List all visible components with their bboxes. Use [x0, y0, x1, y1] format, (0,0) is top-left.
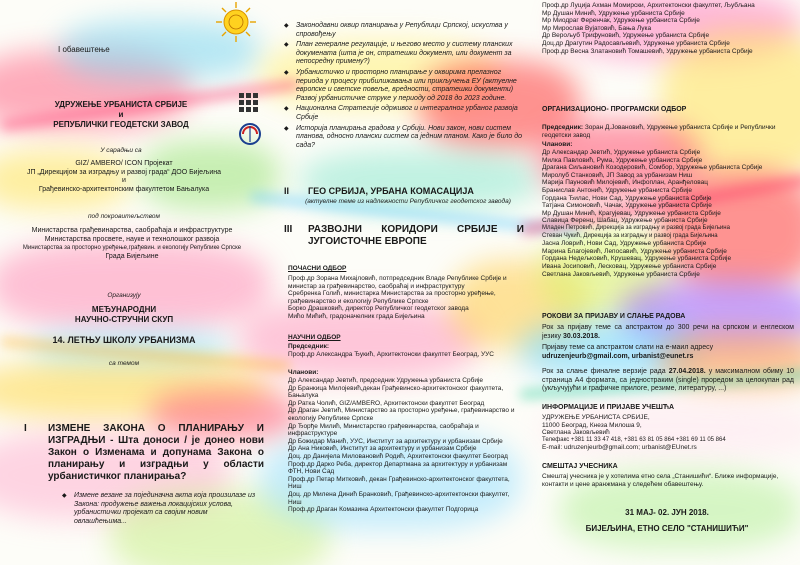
cooperation-label: У сарадњи са — [100, 147, 142, 154]
abstract-deadline-date: 30.03.2018. — [563, 332, 600, 340]
section-1-title: ИЗМЕНЕ ЗАКОНА О ПЛАНИРАЊУ И ИЗГРАДЊИ - Шта доноси / је донео нови Закон о Изменама и допунама Закона о планирању и изградњи у области урбанистичког планирања? — [48, 423, 264, 482]
scientific-board-title: НАУЧНИ ОДБОР — [288, 334, 341, 341]
board-member: Јасна Ловрић, Нови Сад, Удружење урбаниста Србије — [542, 240, 707, 248]
board-member: Стеван Чукић, Дирекција за изградњу и развој града Бијељина — [542, 232, 718, 239]
board-member: Др Божидар Манић, УУС, Институт за архитектуру и урбанизам Србије — [288, 437, 503, 445]
board-member: Татјана Симоновић, Чачак, Удружење урбаниста Србије — [542, 202, 712, 210]
section-1-bullet: ◆ План генералне регулације, и његово место у систему планских докумената (шта је он, стратешки документ, или документ за непосредну примену?) — [284, 41, 528, 67]
section-2 — [284, 186, 524, 197]
board-member: Милка Павловић, Рума, Удружење урбаниста Србије — [542, 156, 703, 164]
patron-line: Министарства грађевинарства, саобраћаја и инфраструктуре — [31, 227, 233, 234]
scientific-president-label: Председник: — [288, 343, 329, 350]
abstract-deadline-text: Рок за пријаву теме са апстрактом до 300 речи на српском и енглеском језику — [542, 324, 794, 340]
contact-emails[interactable]: udruzenjeurb@gmail.com, urbanist@eunet.rs — [542, 353, 694, 360]
scientific-board-members — [288, 377, 524, 514]
event-title: 14. ЛЕТЊУ ШКОЛУ УРБАНИЗМА — [52, 335, 196, 345]
board-member: Мићо Мићић, градоначелник града Бијељина — [288, 312, 425, 320]
urbanists-association-logo — [238, 92, 264, 114]
board-member: Ивана Јосиповић, Лесковац, Удружење урбаниста Србије — [542, 262, 717, 270]
organizing-board-members — [542, 149, 792, 278]
section-2-number: II — [284, 186, 290, 196]
accommodation-text: Смештај учесника је у хотелима етно села „Станишићи“. Ближе информације, контакти и цене аранжмана у следећем обавештењу. — [542, 473, 779, 488]
contact-line: 11000 Београд, Кнеза Милоша 9, — [542, 421, 642, 429]
scientific-president: Проф.др Александра Ђукић, Архитектонски факултет Београд, УУС — [288, 351, 494, 358]
board-member: Сребренка Голић, министарка Министарства за просторно уређење, грађевинарство и екологију Републике Српске — [288, 290, 496, 305]
board-member: Доц. др Милена Динић Бранковић, Грађевинско-архитектонски факултет, Ниш — [288, 490, 510, 506]
scientific-board-members-continued — [542, 2, 792, 55]
section-2-note: (актуелне теме из надлежности Републичког геодетског завода) — [305, 198, 511, 205]
board-member: Борко Драшковић, директор Републичког геодетског завода — [288, 305, 469, 313]
board-member: Доц. др Данијела Миловановић Родић, Архитектонски факултет Београд — [288, 452, 508, 460]
event-location: БИЈЕЉИНА, ЕТНО СЕЛО "СТАНИШИЋИ" — [585, 524, 749, 533]
section-1-bullets — [62, 492, 258, 528]
column-left — [6, 0, 264, 565]
organizing-president-label: Председник: — [542, 124, 583, 131]
summer-school-sun-logo — [206, 0, 264, 44]
organizer-urbanists-association: УДРУЖЕЊЕ УРБАНИСТА СРБИЈЕ — [54, 100, 188, 109]
board-member: Др Ђорђе Милић, Министарство грађевинарства, саобраћаја и инфраструктуре — [288, 422, 479, 438]
board-member: Мр Душан Минић, Крагујевац, Удружење урбаниста Србије — [542, 209, 721, 217]
patronage-label: под покровитељством — [87, 213, 161, 220]
section-3-title: РАЗВОЈНИ КОРИДОРИ СРБИЈЕ И ЈУГОИСТОЧНЕ ЕВРОПЕ — [308, 224, 524, 247]
partner-line: GIZ/ AMBERO/ ICON Пројекат — [75, 160, 173, 167]
partner-line: Грађевинско-архитектонским факултетом Бањалука — [38, 185, 210, 193]
board-member: Славица Ференц, Шабац, Удружење урбаниста Србије — [542, 217, 708, 225]
board-member: Гордана Ђилас, Нови Сад, Удружење урбаниста Србије — [542, 194, 712, 202]
board-member: Др Драган Јевтић, Министарство за просторно уређење, грађевинарство и екологију Републике Српске — [288, 407, 515, 422]
section-1-bullet: ◆ Урбанистичко и просторно планирање у оквирима прелазног периода у процесу прибилижавања или прикључења ЕУ (актуелне европске и светске повеље, вредности, стратешки документи) Развој урбанистичке струке у периоду од 2018 до 2023 године. — [284, 69, 528, 103]
section-3-number: III — [284, 224, 293, 235]
board-member: Марија Пауновић Милојевић, Инфоплан, Аранђеловац — [542, 179, 709, 187]
section-2-title: ГЕО СРБИЈА, УРБАНА КОМАСАЦИЈА — [308, 186, 474, 196]
final-deadline-text: Рок за слање финалне верзије рада — [542, 368, 669, 375]
notice-number: I обавештење — [58, 45, 110, 54]
board-member: Др Александар Јевтић, Удружење урбаниста Србије — [542, 149, 701, 156]
organizing-president-name: Зоран Д.Јовановић, Удружење урбаниста Србије и Републички геодетски завод — [542, 124, 776, 139]
final-paper-deadline — [542, 368, 794, 394]
board-member: Проф.др Дарко Реба, директор Департмана за архитектуру и урбанизам ФТН, Нови Сад — [288, 460, 508, 476]
organizer-conjunction: и — [118, 110, 124, 119]
scientific-members-label: Чланови: — [288, 369, 319, 376]
partner-line: и — [122, 177, 126, 185]
board-member: Проф.др Петар Митковић, декан Грађевинско-архитектонског факултета, Ниш — [288, 475, 510, 491]
contact-info — [542, 414, 794, 452]
organizing-members-label: Чланови: — [542, 141, 573, 148]
section-1-bullets-continued — [284, 22, 528, 152]
contact-line: Е-mail: udruzenjeurb@gmail.com; urbanist@EUnet.rs — [542, 444, 697, 452]
patron-line: Министарства просвете, науке и технолошког развоја — [44, 235, 220, 243]
contact-line: Телефакс +381 11 33 47 418, +381 63 81 05 864 +381 69 11 05 864 — [542, 436, 726, 443]
theme-label: са темом — [108, 360, 140, 367]
board-member: Миролуб Станковић, ЈП Завод за урбанизам Ниш — [542, 171, 693, 179]
board-member: Др Ана Никовић, Институт за архитектуру и урбанизам Србије — [288, 445, 477, 453]
patron-line: Министарства за просторно уређење,грађевин. и екологију Републике Српске — [22, 245, 242, 252]
contact-line: УДРУЖЕЊЕ УРБАНИСТА СРБИЈЕ, — [542, 414, 650, 421]
final-deadline-details: у максималном обиму 10 страница А4 формата, са једностраким (single) проредом за целокупан рад (укључујући и графичке прилоге, резиме, литературу, ...) — [542, 368, 794, 393]
board-member: Др Верољуб Трифуновић, Удружење урбаниста Србије — [542, 32, 710, 40]
info-title: ИНФОРМАЦИЈЕ И ПРИЈАВЕ УЧЕШЋА — [542, 404, 675, 411]
column-middle — [278, 0, 528, 565]
board-member: Др Бранкица Милојевић,декан Грађевинско-архитектонског факултета, Бањалука — [288, 384, 504, 400]
board-member: Проф.др Драган Комазина Архитектонски факултет Подгорица — [288, 506, 479, 514]
section-1-number: I — [24, 423, 27, 434]
geodetic-authority-logo — [238, 122, 262, 146]
event-dates: 31 МАЈ- 02. ЈУН 2018. — [625, 508, 709, 517]
board-member: Др Александар Јевтић, председник Удружења урбаниста Србије — [288, 377, 484, 384]
organizes-label: Организују — [107, 292, 141, 299]
organizing-board-title: ОРГАНИЗАЦИОНО- ПРОГРАМСКИ ОДБОР — [542, 106, 687, 113]
honorary-board-title: ПОЧАСНИ ОДБОР — [288, 265, 347, 272]
final-deadline-date: 27.04.2018. — [668, 368, 706, 375]
board-member: Проф.др Луција Ахман Момирски, Архитектонски факултет, Љубљана — [542, 2, 755, 9]
section-3 — [284, 224, 524, 248]
board-member: Мр Миодраг Ференчак, Удружење урбаниста Србије — [542, 17, 700, 25]
section-1-bullet: ◆ Историја планирања градова у Србији. Нови закон, нови систем планова, односно плански систем са једним планом. Како је било до сада? — [284, 125, 528, 151]
apply-instructions: Пријаву теме са апстрактом слати на е-маил адресу — [542, 344, 714, 351]
deadlines-title: РОКОВИ ЗА ПРИЈАВУ И СЛАЊЕ РАДОВА — [542, 313, 686, 320]
board-member: Марина Благојевић, Лепосавић, Удружење урбаниста Србије — [542, 247, 727, 255]
patrons-list — [6, 227, 258, 261]
board-member: Проф.др Весна Златановић Томашевић, Удружење урбаниста Србије — [542, 47, 753, 55]
board-member: Драгана Сиљановић Козодеровић, Сомбор, Удружење урбаниста Србије — [542, 164, 763, 172]
partner-line: ЈП „Дирекцијом за изградњу и развој града“ ДОО Бијељина — [26, 168, 222, 176]
section-1 — [24, 423, 264, 483]
board-member: Др Ратка Чолић, GIZ/AMBERO, Архитектонски факултет Београд — [288, 399, 485, 407]
board-member: Гордана Недељковић, Крушевац, Удружење урбаниста Србије — [542, 255, 732, 263]
honorary-board-members — [288, 275, 524, 321]
section-1-bullet: ◆ Национална Стратегије одрживог и интегралног урбаног развоја Србије — [284, 105, 528, 122]
board-member: Проф.др Зорана Михајловић, потпредседник Владе Републике Србије и министар за грађевинарство, саобраћај и инфраструктуру — [288, 275, 507, 290]
organizing-president — [542, 124, 792, 139]
section-1-bullet: ◆ Измене везане за појединачна акта која произилазе из Закона: продужење важења локацијских услова, урбанистички пројекат са својим новим овлашћењима... — [62, 492, 258, 526]
board-member: Бранислав Антонић, Удружење урбаниста Србије — [542, 186, 692, 194]
event-type-scientific: НАУЧНО-СТРУЧНИ СКУП — [74, 315, 174, 324]
abstract-deadline — [542, 324, 794, 341]
section-1-bullet: ◆ Законодавни оквир планирања у Републици Српској, искуства у спровођењу — [284, 22, 528, 39]
board-member: Мр Душан Минић, Удружење урбаниста Србије — [542, 9, 685, 17]
patron-line: Града Бијељине — [105, 252, 159, 260]
column-right — [538, 0, 796, 565]
contact-line: Светлана Јаковљевић — [542, 429, 610, 437]
board-member: Младен Петровић, Дирекција за изградњу и развој града Бијељина — [542, 224, 730, 231]
board-member: Мр Мирослав Вујатовић, Бања Лука — [542, 24, 652, 32]
organizer-geodetic-authority: РЕПУБЛИЧКИ ГЕОДЕТСКИ ЗАВОД — [53, 120, 189, 129]
event-type-international: МЕЂУНАРОДНИ — [91, 305, 157, 314]
board-member: Светлана Јаковљевић, Удружење урбаниста Србије — [542, 270, 700, 278]
partners-list — [6, 160, 242, 194]
board-member: Доц.др Драгутин Радосављевић, Удружење урбаниста Србије — [542, 39, 730, 47]
accommodation-title: СМЕШТАЈ УЧЕСНИКА — [542, 463, 618, 470]
